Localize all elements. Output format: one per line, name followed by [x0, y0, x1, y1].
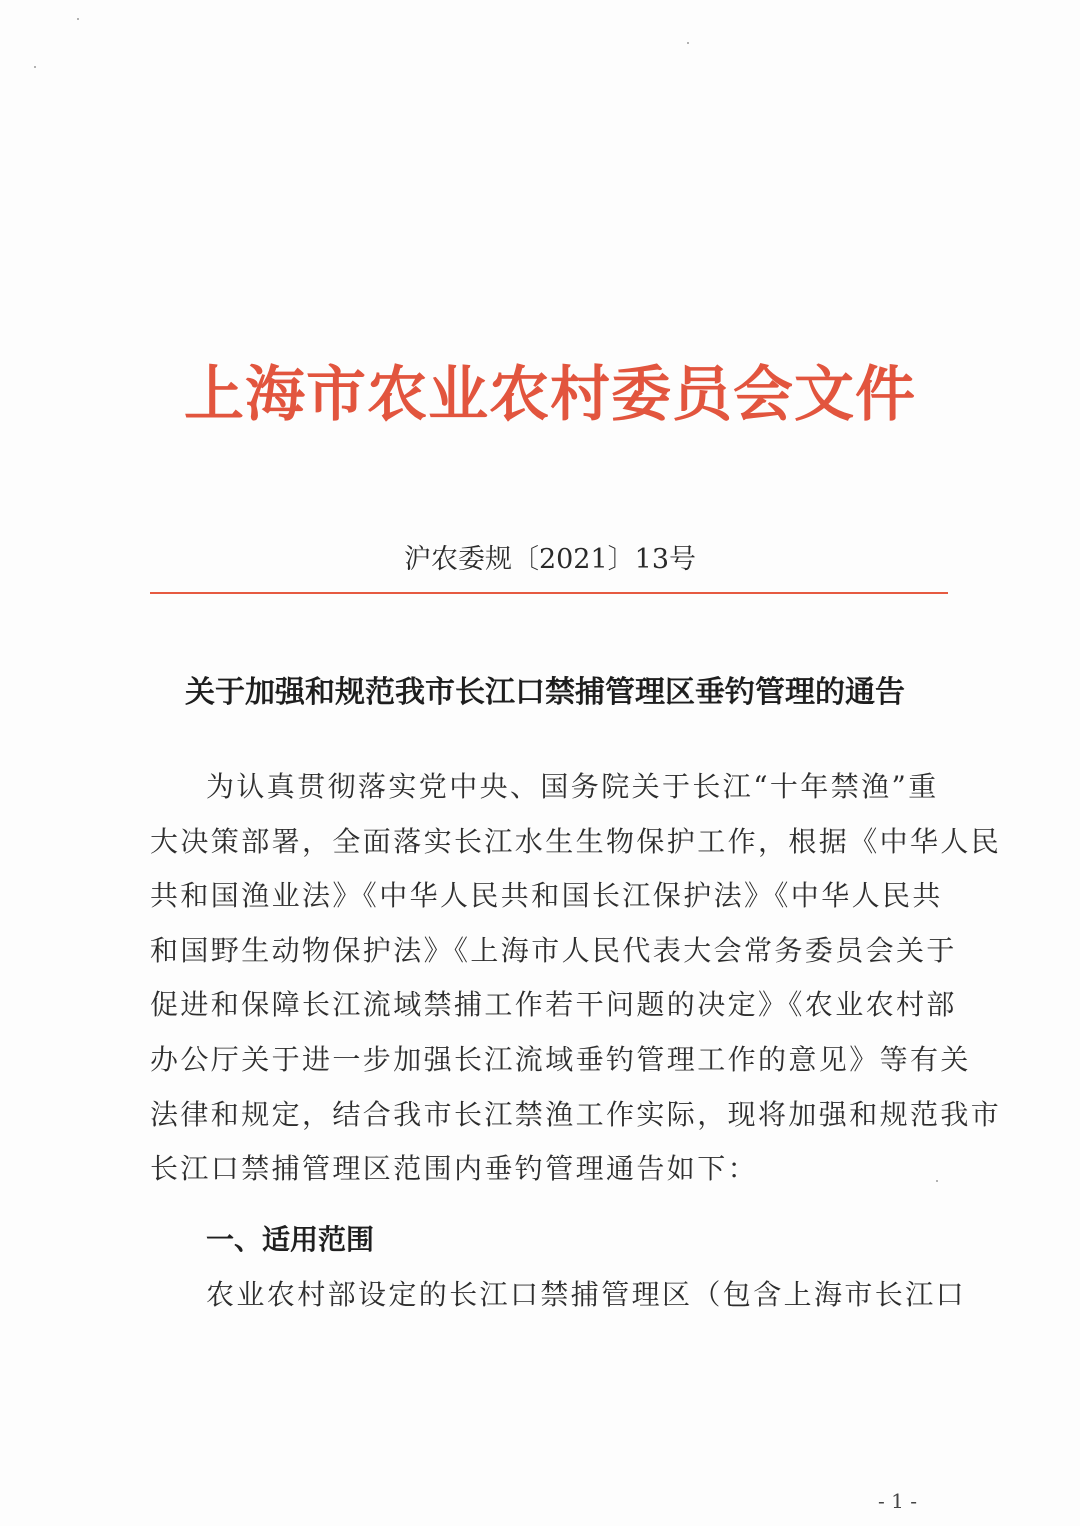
paragraph-line: 办公厅关于进一步加强长江流域垂钓管理工作的意见》等有关	[150, 1042, 971, 1076]
paragraph-line: 法律和规定，结合我市长江禁渔工作实际，现将加强和规范我市	[150, 1097, 1002, 1131]
page-number: - 1 -	[878, 1489, 917, 1513]
section-1-heading: 一、适用范围	[206, 1223, 375, 1256]
paragraph-line: 农业农村部设定的长江口禁捕管理区（包含上海市长江口	[206, 1278, 967, 1311]
paragraph-line: 促进和保障长江流域禁捕工作若干问题的决定》《农业农村部	[150, 988, 957, 1022]
paragraph-line: 和国野生动物保护法》《上海市人民代表大会常务委员会关于	[150, 933, 957, 967]
paragraph-line: 长江口禁捕管理区范围内垂钓管理通告如下：	[150, 1152, 759, 1186]
paragraph-1	[150, 760, 1002, 1197]
notice-title: 关于加强和规范我市长江口禁捕管理区垂钓管理的通告	[185, 675, 905, 710]
issuer-header-title: 上海市农业农村委员会文件	[184, 360, 916, 430]
document-number: 沪农委规〔2021〕13号	[403, 544, 697, 575]
red-separator-rule	[150, 592, 948, 594]
paragraph-line: 共和国渔业法》《中华人民共和国长江保护法》《中华人民共	[150, 879, 943, 913]
section-1-paragraph	[150, 1268, 967, 1323]
paragraph-line: 大决策部署，全面落实长江水生生物保护工作，根据《中华人民	[150, 824, 1002, 858]
paragraph-line: 为认真贯彻落实党中央、国务院关于长江“十年禁渔”重	[206, 770, 939, 803]
